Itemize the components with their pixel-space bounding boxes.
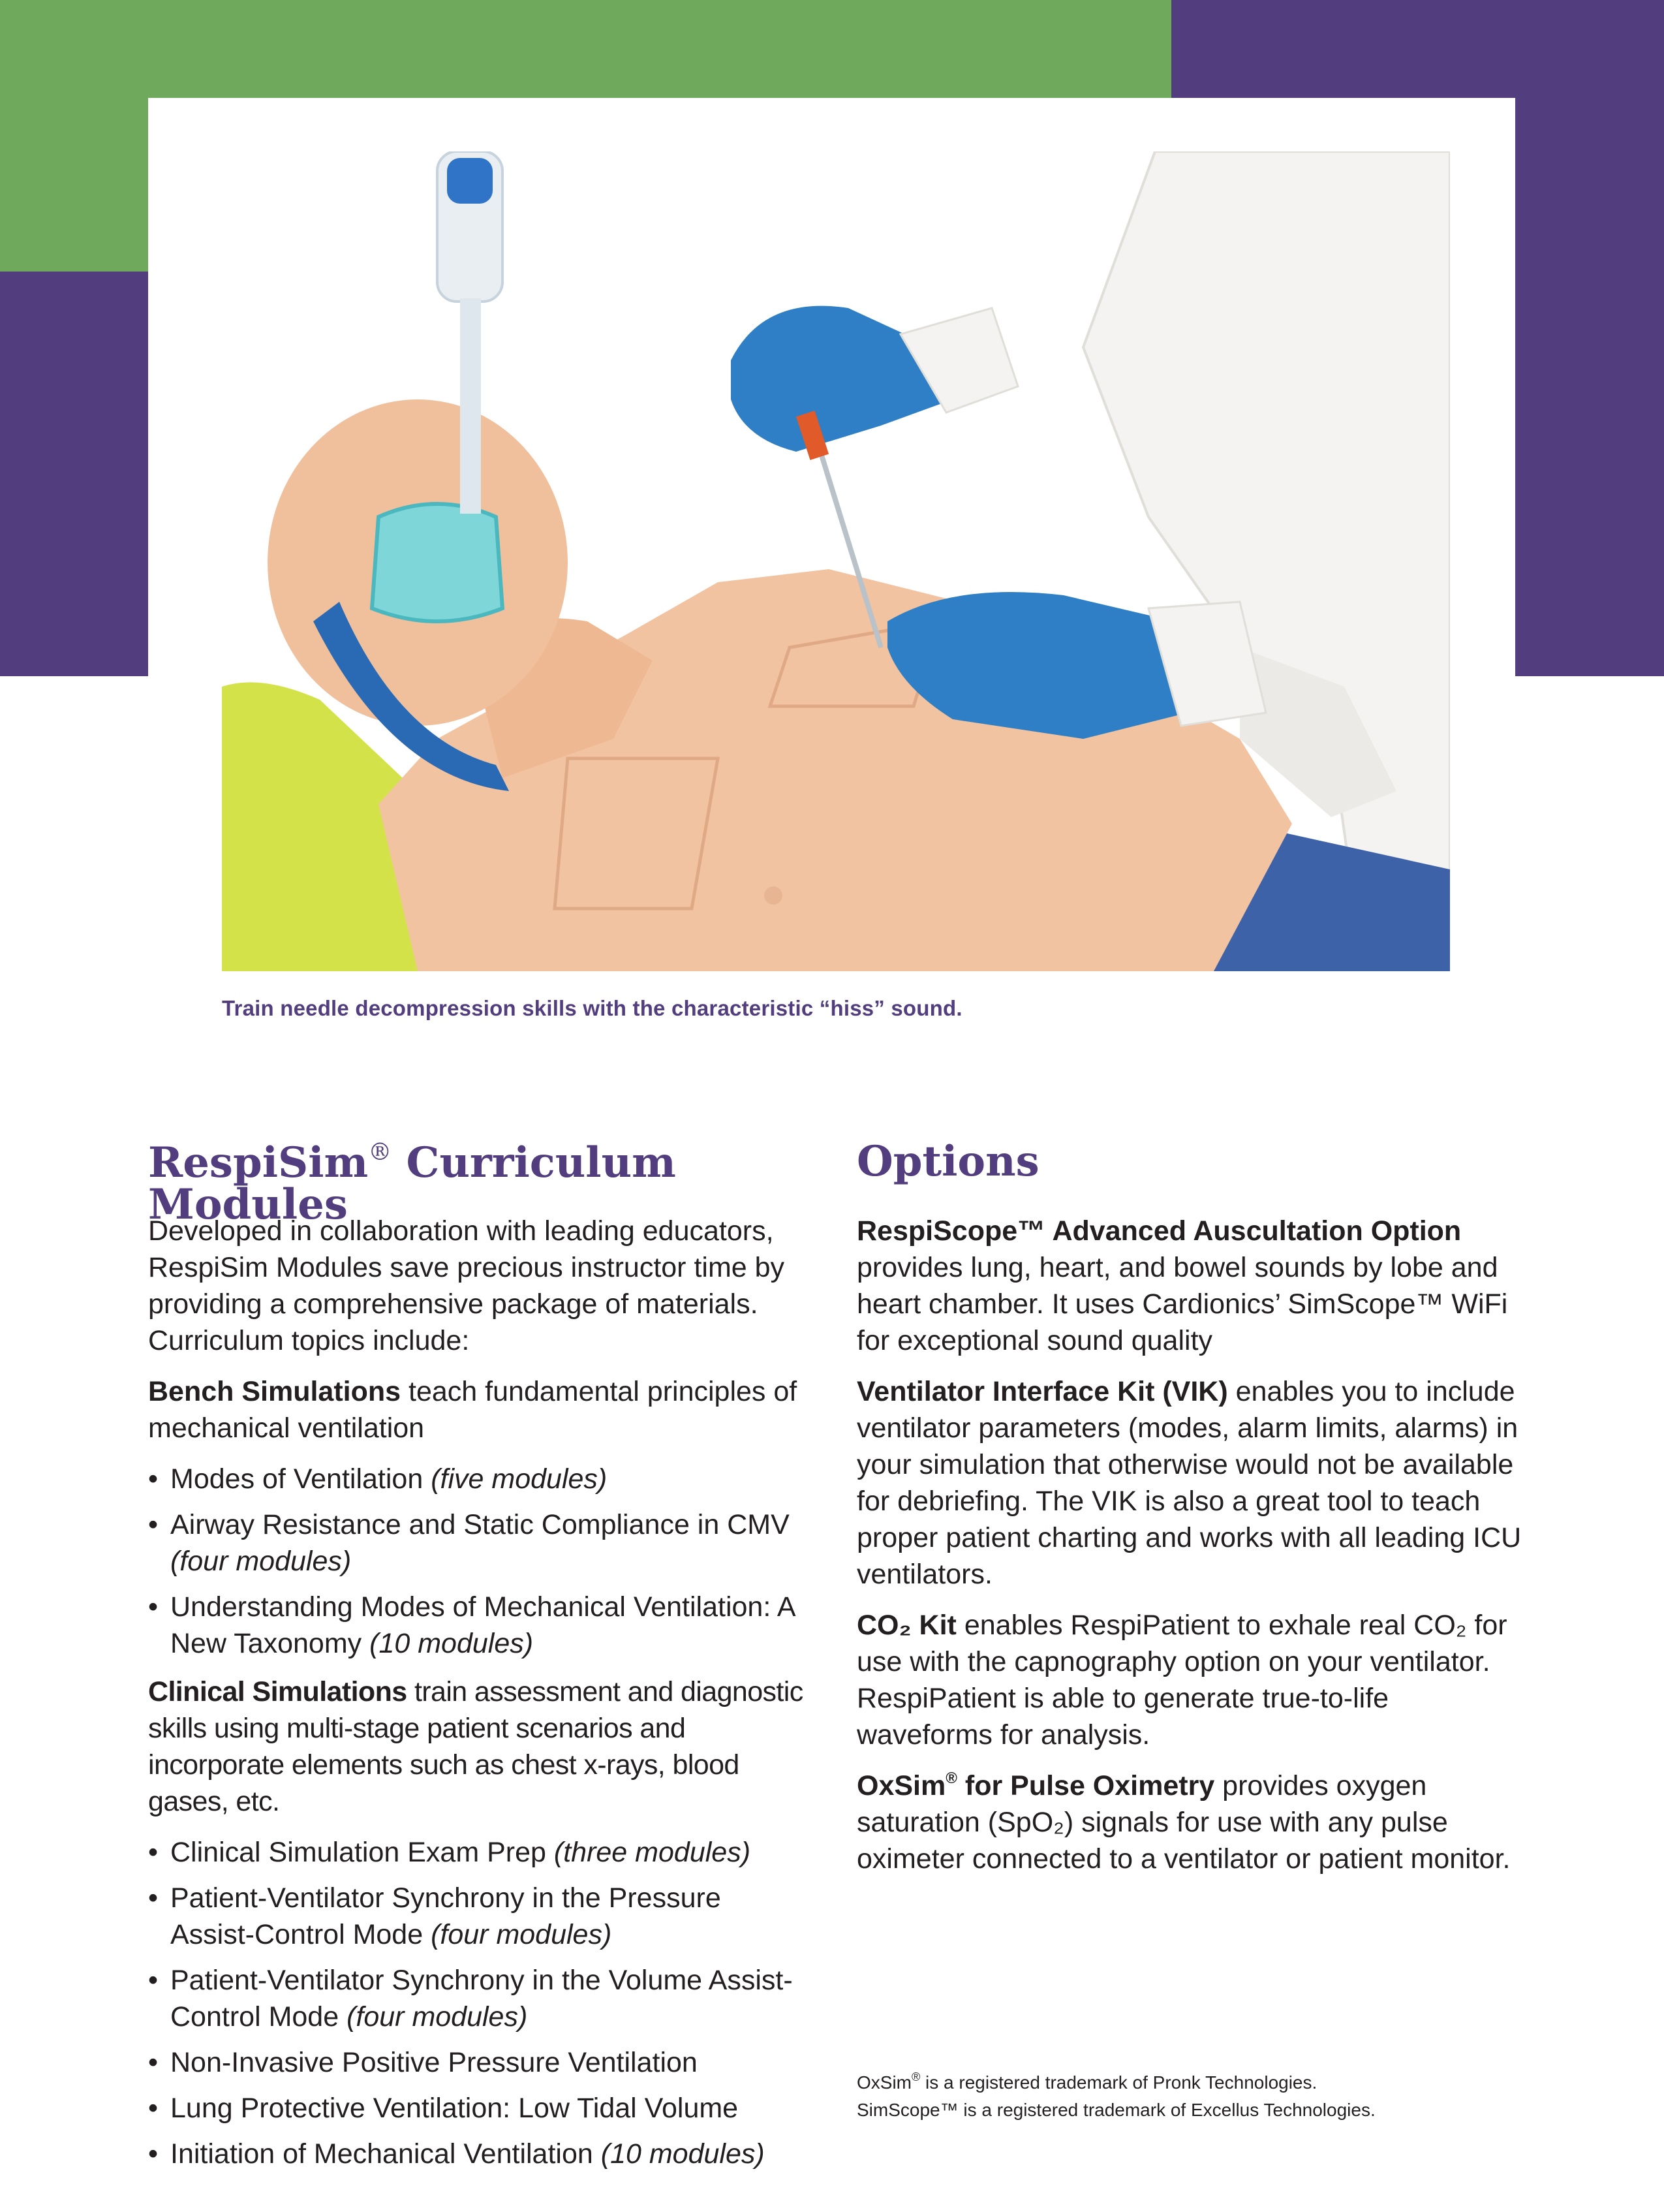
bench-modules-list xyxy=(148,1461,807,1662)
list-item: • Patient-Ventilator Synchrony in the Pressure Assist-Control Mode (four modules) xyxy=(148,1880,807,1953)
list-item: • Lung Protective Ventilation: Low Tidal Volume xyxy=(148,2090,807,2126)
purple-header-band-left xyxy=(0,272,148,676)
footnote-simscope: SimScope™ is a registered trademark of Excellus Technologies. xyxy=(857,2100,1376,2120)
clinical-modules-list xyxy=(148,1834,807,2172)
list-item: • Understanding Modes of Mechanical Ventilation: A New Taxonomy (10 modules) xyxy=(148,1589,807,1662)
respiscope-title: RespiScope™ Advanced Auscultation Option xyxy=(857,1215,1462,1247)
oxsim-option: OxSim® for Pulse Oximetry provides oxygen saturation (SpO₂) signals for use with any pulse oximeter connected to a ventilator or patient monitor. xyxy=(857,1769,1511,1875)
co2-kit-title: CO₂ Kit xyxy=(857,1610,957,1641)
oxsim-title: OxSim® for Pulse Oximetry xyxy=(857,1769,1215,1801)
options-heading: Options xyxy=(857,1137,1040,1186)
clinical-simulations-paragraph: Clinical Simulations train assessment and diagnostic skills using multi-stage patient scenarios and incorporate elements such as chest x-rays, blood gases, etc. xyxy=(148,1676,803,1817)
clinical-simulations-title: Clinical Simulations xyxy=(148,1676,407,1707)
vik-option: Ventilator Interface Kit (VIK) enables you to include ventilator parameters (modes, alarm limits, alarms) in your simulation that otherwise would not be available for debriefing. The VIK is also a great tool to teach proper patient charting and works with all leading ICU ventilators. xyxy=(857,1376,1522,1590)
mannequin-photo xyxy=(222,151,1450,971)
vik-title: Ventilator Interface Kit (VIK) xyxy=(857,1376,1228,1407)
bench-simulations-title: Bench Simulations xyxy=(148,1376,401,1407)
list-item: • Airway Resistance and Static Compliance in CMV (four modules) xyxy=(148,1506,807,1580)
curriculum-intro: Developed in collaboration with leading educators, RespiSim Modules save precious instructor time by providing a comprehensive package of materials. Curriculum topics include: xyxy=(148,1215,785,1356)
list-item: • Modes of Ventilation (five modules) xyxy=(148,1461,807,1497)
registered-mark: ® xyxy=(368,1139,392,1166)
curriculum-heading: RespiSim® Curriculum Modules xyxy=(148,1138,676,1229)
footnote-oxsim: OxSim® is a registered trademark of Pronk Technologies. xyxy=(857,2070,1317,2093)
photo-caption: Train needle decompression skills with the characteristic “hiss” sound. xyxy=(222,996,963,1020)
list-item: • Patient-Ventilator Synchrony in the Volume Assist-Control Mode (four modules) xyxy=(148,1962,807,2035)
mask-shape xyxy=(372,504,502,621)
respiscope-option: RespiScope™ Advanced Auscultation Option provides lung, heart, and bowel sounds by lobe and heart chamber. It uses Cardionics’ SimScope™ WiFi for exceptional sound quality xyxy=(857,1215,1508,1356)
list-item: • Initiation of Mechanical Ventilation (10 modules) xyxy=(148,2136,807,2172)
list-item: • Non-Invasive Positive Pressure Ventilation xyxy=(148,2044,807,2081)
mannequin-illustration xyxy=(222,151,1450,971)
options-column xyxy=(857,1213,1529,1892)
curriculum-column xyxy=(148,1213,807,2184)
trademark-footnotes xyxy=(857,2069,1509,2124)
co2-kit-option: CO₂ Kit enables RespiPatient to exhale real CO₂ for use with the capnography option on your ventilator. RespiPatient is able to generate true-to-life waveforms for analysis. xyxy=(857,1610,1507,1751)
bench-simulations-paragraph: Bench Simulations teach fundamental principles of mechanical ventilation xyxy=(148,1376,797,1444)
list-item: • Clinical Simulation Exam Prep (three modules) xyxy=(148,1834,807,1871)
